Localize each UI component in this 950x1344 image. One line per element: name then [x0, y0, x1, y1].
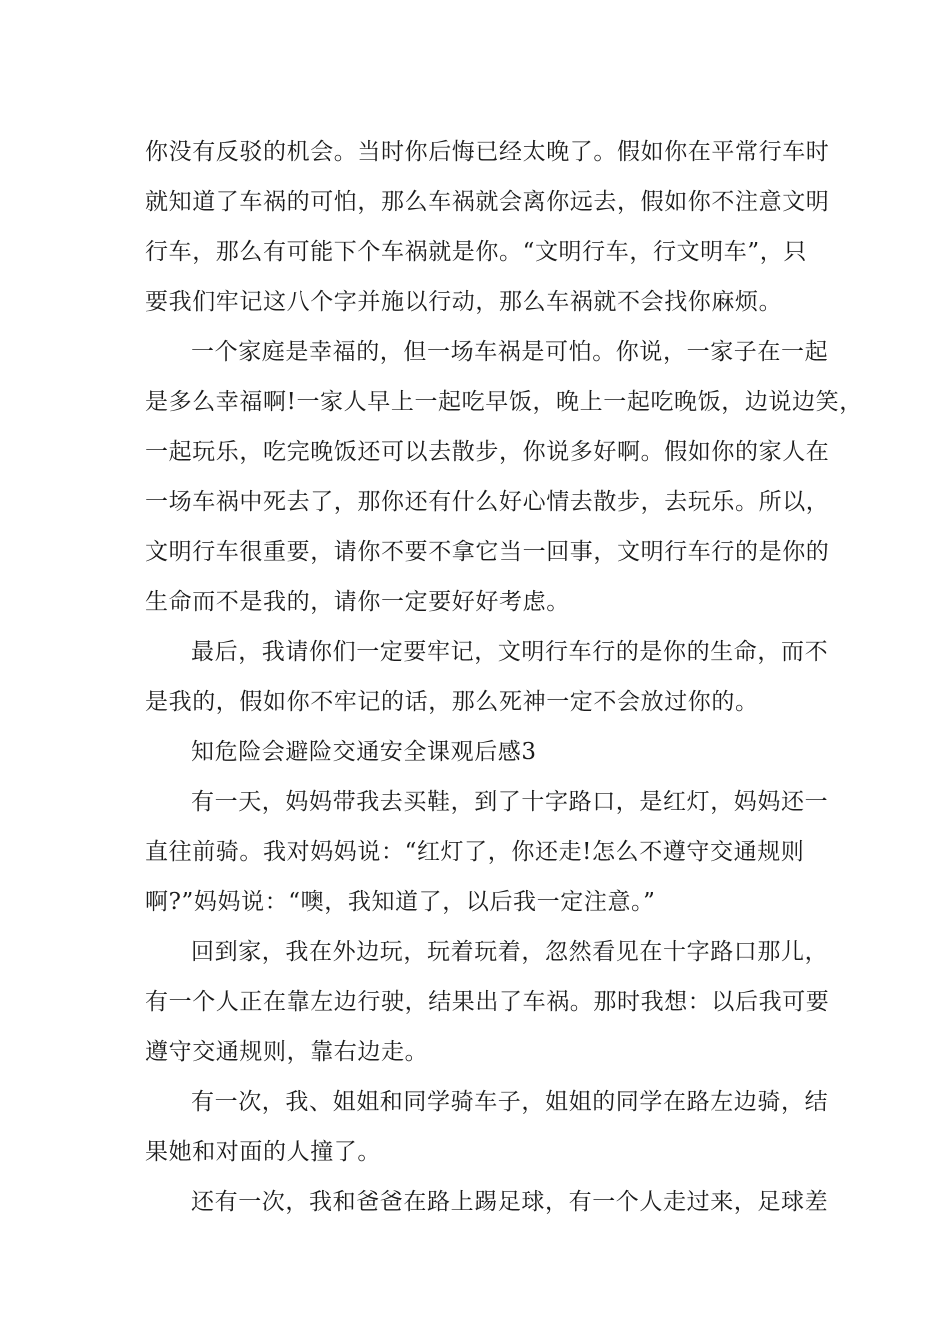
text-line: 直往前骑。我对妈妈说：“红灯了，你还走!怎么不遵守交通规则 — [145, 839, 805, 865]
text-line: 要我们牢记这八个字并施以行动，那么车祸就不会找你麻烦。 — [145, 289, 783, 315]
paragraph-first-line: 一个家庭是幸福的，但一场车祸是可怕。你说，一家子在一起 — [191, 339, 829, 365]
text-line: 一场车祸中死去了，那你还有什么好心情去散步，去玩乐。所以， — [145, 489, 830, 515]
text-line: 啊?”妈妈说：“噢，我知道了，以后我一定注意。” — [145, 889, 656, 915]
text-line: 生命而不是我的，请你一定要好好考虑。 — [145, 589, 570, 615]
text-line: 果她和对面的人撞了。 — [145, 1139, 381, 1165]
text-line: 你没有反驳的机会。当时你后悔已经太晚了。假如你在平常行车时 — [145, 139, 830, 165]
text-line: 有一个人正在靠左边行驶，结果出了车祸。那时我想：以后我可要 — [145, 989, 830, 1015]
text-line: 就知道了车祸的可怕，那么车祸就会离你远去，假如你不注意文明 — [145, 189, 830, 215]
paragraph-first-line: 有一次，我、姐姐和同学骑车子，姐姐的同学在路左边骑，结 — [191, 1089, 829, 1115]
paragraph-first-line: 还有一次，我和爸爸在路上踢足球，有一个人走过来，足球差 — [191, 1189, 829, 1215]
text-line: 一起玩乐，吃完晚饭还可以去散步，你说多好啊。假如你的家人在 — [145, 439, 830, 465]
section-heading: 知危险会避险交通安全课观后感3 — [191, 739, 537, 765]
text-line: 行车，那么有可能下个车祸就是你。“文明行车，行文明车”，只 — [145, 239, 807, 265]
paragraph-first-line: 有一天，妈妈带我去买鞋，到了十字路口，是红灯，妈妈还一 — [191, 789, 829, 815]
text-line: 是我的，假如你不牢记的话，那么死神一定不会放过你的。 — [145, 689, 759, 715]
text-line: 遵守交通规则，靠右边走。 — [145, 1039, 429, 1065]
text-line: 文明行车很重要，请你不要不拿它当一回事，文明行车行的是你的 — [145, 539, 830, 565]
paragraph-first-line: 回到家，我在外边玩，玩着玩着，忽然看见在十字路口那儿， — [191, 939, 829, 965]
text-line: 是多么幸福啊!一家人早上一起吃早饭，晚上一起吃晚饭，边说边笑， — [145, 389, 863, 415]
paragraph-first-line: 最后，我请你们一定要牢记，文明行车行的是你的生命，而不 — [191, 639, 829, 665]
